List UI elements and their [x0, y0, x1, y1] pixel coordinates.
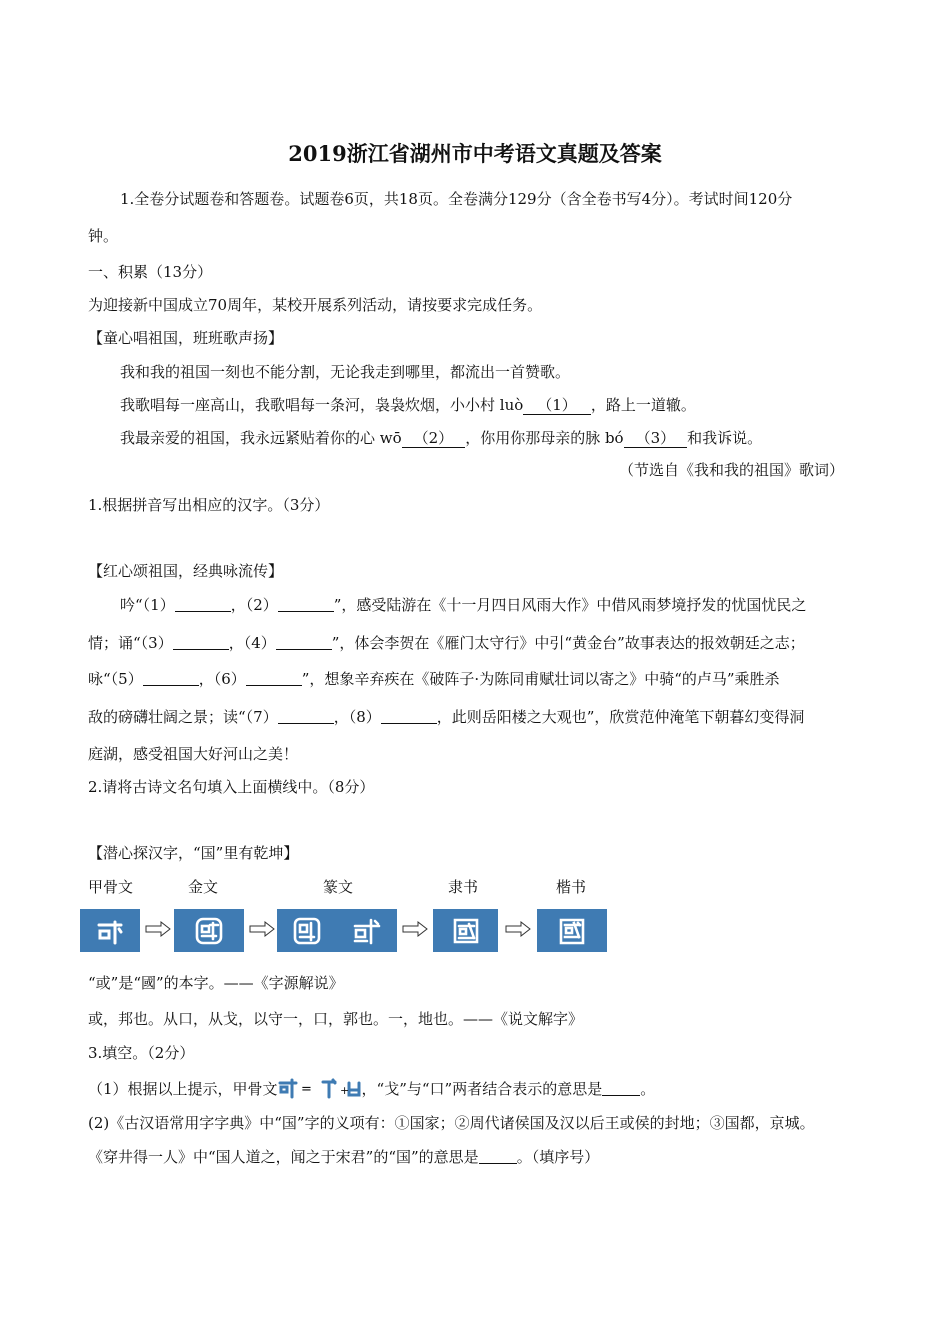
question-text: 。（填序号） [516, 1148, 600, 1166]
answer-blank-1[interactable]: （1） [523, 396, 591, 415]
svg-text:=: = [300, 1082, 312, 1097]
question-3-1 [88, 1077, 655, 1099]
script-label-clerical: 隶书 [448, 878, 479, 896]
part2-heading: 【红心颂祖国，经典咏流传】 [88, 562, 284, 580]
lyric-line-3 [120, 428, 762, 448]
poem-text: 吟“（1） [120, 596, 175, 614]
poem-blank-8[interactable] [381, 708, 437, 724]
poem-line-1 [120, 595, 806, 615]
question-text: （1）根据以上提示，甲骨文 [88, 1080, 278, 1098]
seal-glyph [277, 909, 397, 952]
svg-text:+: + [339, 1084, 349, 1097]
oracle-equation-icon [278, 1077, 362, 1099]
poem-text: ，（2） [230, 596, 278, 614]
poem-blank-3[interactable] [173, 634, 229, 650]
answer-blank-q3-1[interactable] [602, 1080, 640, 1096]
notice-line-1: 1.全卷分试题卷和答题卷。试题卷6页，共18页。全卷满分129分（含全卷书写4分）。考试时间120分 [120, 190, 793, 208]
bronze-glyph [174, 909, 244, 952]
oracle-guo-glyph-icon [95, 916, 125, 946]
script-label-seal: 篆文 [323, 878, 354, 896]
intro-text: 为迎接新中国成立70周年，某校开展系列活动，请按要求完成任务。 [88, 296, 543, 314]
poem-text: ”，感受陆游在《十一月四日风雨大作》中借风雨梦境抒发的忧国忧民之 [333, 596, 807, 614]
question-text: ，“戈”与“口”两者结合表示的意思是 [361, 1080, 603, 1098]
poem-text: 敌的磅礴壮阔之景；读“（7） [88, 708, 278, 726]
lyric-text: 我最亲爱的祖国，我永远紧贴着你的心 wō [120, 429, 402, 447]
part1-heading: 【童心唱祖国，班班歌声扬】 [88, 329, 284, 347]
lyric-source: （节选自《我和我的祖国》歌词） [619, 461, 845, 479]
poem-blank-5[interactable] [143, 670, 199, 686]
arrow-right-icon [145, 921, 171, 937]
poem-line-2 [88, 633, 805, 653]
question-text: 《穿井得一人》中“国人道之，闻之于宋君”的“国”的意思是 [88, 1148, 479, 1166]
lyric-text: ，你用你那母亲的脉 bó [465, 429, 624, 447]
lyric-text: 我歌唱每一座高山，我歌唱每一条河，袅袅炊烟，小小村 luò [120, 396, 524, 414]
script-label-bronze: 金文 [188, 878, 219, 896]
poem-blank-7[interactable] [278, 708, 334, 724]
poem-text: ”，想象辛弃疾在《破阵子·为陈同甫赋壮词以寄之》中骑“的卢马”乘胜杀 [301, 670, 780, 688]
arrow-right-icon [505, 921, 531, 937]
poem-text: ，（6） [198, 670, 246, 688]
lyric-line-2 [120, 395, 696, 415]
poem-line-3 [88, 669, 780, 689]
bronze-guo-glyph-icon [194, 916, 224, 946]
lyric-line-1: 我和我的祖国一刻也不能分割，无论我走到哪里，都流出一首赞歌。 [120, 363, 571, 381]
arrow-right-icon [249, 921, 275, 937]
poem-text: ，此则岳阳楼之大观也”，欣赏范仲淹笔下朝暮幻变得洞 [436, 708, 805, 726]
lyric-text: ，路上一道辙。 [590, 396, 696, 414]
question-3-2-cont [88, 1147, 599, 1167]
script-label-regular: 楷书 [556, 878, 587, 896]
page-title: 2019浙江省湖州市中考语文真题及答案 [288, 141, 662, 166]
notice-line-2: 钟。 [88, 227, 119, 245]
poem-blank-2[interactable] [278, 596, 334, 612]
poem-text: 咏“（5） [88, 670, 143, 688]
lyric-text: 和我诉说。 [687, 429, 763, 447]
regular-glyph [537, 909, 607, 952]
poem-text: ，（4） [228, 634, 276, 652]
poem-blank-6[interactable] [246, 670, 302, 686]
section-heading: 一、积累（13分） [88, 263, 213, 281]
question-3: 3.填空。（2分） [88, 1044, 195, 1062]
clerical-guo-glyph-icon [451, 916, 481, 946]
poem-text: ，（8） [333, 708, 381, 726]
question-3-2: (2)《古汉语常用字字典》中“国”字的义项有：①国家；②周代诸侯国及汉以后王或侯的封地；③国都，京城。 [88, 1114, 815, 1132]
source-note-1: “或”是“國”的本字。——《字源解说》 [88, 974, 344, 992]
question-text: 。 [640, 1080, 656, 1098]
poem-text: 情；诵“（3） [88, 634, 173, 652]
regular-guo-glyph-icon [557, 916, 587, 946]
seal-huo-glyph-icon [352, 916, 382, 946]
question-2: 2.请将古诗文名句填入上面横线中。（8分） [88, 778, 375, 796]
question-1: 1.根据拼音写出相应的汉字。（3分） [88, 496, 330, 514]
part3-heading: 【潜心探汉字，“国”里有乾坤】 [88, 844, 299, 862]
answer-blank-q3-2[interactable] [479, 1148, 517, 1164]
poem-line-4 [88, 707, 804, 727]
poem-blank-4[interactable] [276, 634, 332, 650]
arrow-right-icon [402, 921, 428, 937]
poem-blank-1[interactable] [175, 596, 231, 612]
oracle-bone-glyph [80, 909, 140, 952]
poem-text: ”，体会李贺在《雁门太守行》中引“黄金台”故事表达的报效朝廷之志； [331, 634, 805, 652]
script-label-oracle: 甲骨文 [88, 878, 134, 896]
source-note-2: 或，邦也。从口，从戈，以守一，口，郭也。一，地也。——《说文解字》 [88, 1010, 584, 1028]
answer-blank-3[interactable]: （3） [624, 429, 688, 448]
poem-line-5: 庭湖，感受祖国大好河山之美！ [88, 745, 299, 763]
answer-blank-2[interactable]: （2） [402, 429, 466, 448]
clerical-glyph [433, 909, 498, 952]
seal-guo-glyph-icon [292, 916, 322, 946]
